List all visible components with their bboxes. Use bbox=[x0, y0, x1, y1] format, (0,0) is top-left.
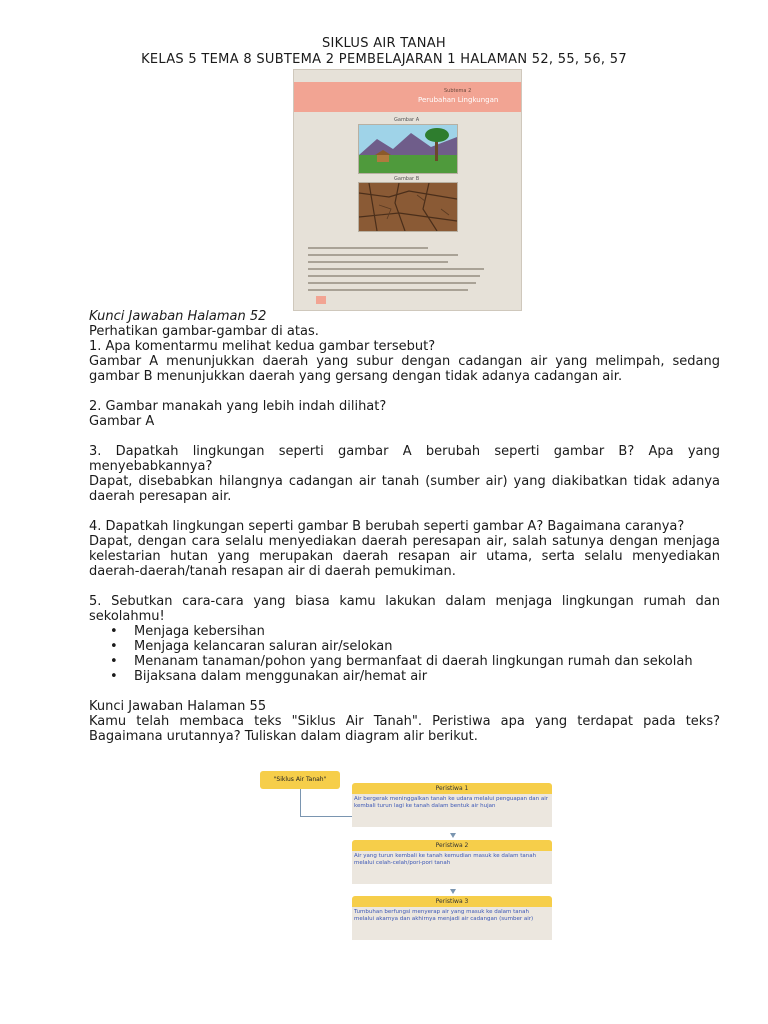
arrow-down-icon bbox=[450, 833, 456, 838]
answer-3: Dapat, disebabkan hilangnya cadangan air tanah (sumber air) yang diakibatkan tidak adanya daerah peresapan air. bbox=[89, 474, 720, 504]
list-item: • Menanam tanaman/pohon yang bermanfaat di daerah lingkungan rumah dan sekolah bbox=[134, 654, 720, 669]
section-halaman-52 bbox=[89, 309, 720, 744]
title-line-1: SIKLUS AIR TANAH bbox=[321, 36, 446, 51]
intro-text: Perhatikan gambar-gambar di atas. bbox=[89, 324, 319, 339]
flow-diagram bbox=[256, 763, 556, 948]
question-4: 4. Dapatkah lingkungan seperti gambar B berubah seperti gambar A? Bagaimana caranya? bbox=[89, 519, 685, 534]
answer-4: Dapat, dengan cara selalu menyediakan daerah peresapan air, salah satunya dengan menjaga kelestarian hutan yang merupakan daerah resapan air utama, serta selalu menyediakan daerah-daerah/tanah resapan air di daerah pemukiman. bbox=[89, 534, 720, 579]
gambar-b-picture bbox=[358, 182, 458, 232]
event-2-label: Peristiwa 2 bbox=[352, 840, 552, 851]
arrow-down-icon bbox=[450, 889, 456, 894]
subtema-title: Perubahan Lingkungan bbox=[418, 96, 499, 104]
answer-1: Gambar A menunjukkan daerah yang subur dengan cadangan air yang melimpah, sedang gambar B menunjukkan daerah yang gersang dengan tidak adanya cadangan air. bbox=[89, 354, 720, 384]
event-2-text: Air yang turun kembali ke tanah kemudian masuk ke dalam tanah melalui celah-celah/pori-pori tanah bbox=[352, 851, 552, 884]
answer-5-list bbox=[89, 624, 720, 684]
textbook-page-image bbox=[293, 69, 522, 311]
section-55-text: Kamu telah membaca teks "Siklus Air Tanah". Peristiwa apa yang terdapat pada teks? Bagaimana urutannya? Tuliskan dalam diagram alir berikut. bbox=[89, 714, 720, 744]
page-text-lines bbox=[308, 242, 508, 291]
question-2: 2. Gambar manakah yang lebih indah dilihat? bbox=[89, 399, 387, 414]
list-item: • Menjaga kebersihan bbox=[134, 624, 720, 639]
page-number-tab bbox=[316, 296, 326, 304]
answer-2: Gambar A bbox=[89, 414, 155, 429]
title-line-2: KELAS 5 TEMA 8 SUBTEMA 2 PEMBELAJARAN 1 HALAMAN 52, 55, 56, 57 bbox=[141, 52, 627, 67]
gambar-a-picture bbox=[358, 124, 458, 174]
diagram-title: "Siklus Air Tanah" bbox=[260, 771, 340, 789]
event-3-label: Peristiwa 3 bbox=[352, 896, 552, 907]
event-3-text: Tumbuhan berfungsi menyerap air yang masuk ke dalam tanah melalui akarnya dan akhirnya menjadi air cadangan (sumber air) bbox=[352, 907, 552, 940]
section-heading-55: Kunci Jawaban Halaman 55 bbox=[89, 699, 267, 714]
list-item: • Bijaksana dalam menggunakan air/hemat air bbox=[134, 669, 720, 684]
question-3: 3. Dapatkah lingkungan seperti gambar A berubah seperti gambar B? Apa yang menyebabkannya? bbox=[89, 444, 720, 474]
event-1-text: Air bergerak meninggalkan tanah ke udara melalui penguapan dan air kembali turun lagi ke tanah dalam bentuk air hujan bbox=[352, 794, 552, 827]
list-item: • Menjaga kelancaran saluran air/selokan bbox=[134, 639, 720, 654]
caption-gambar-b: Gambar B bbox=[394, 176, 420, 182]
subtema-number: Subtema 2 bbox=[444, 88, 472, 94]
caption-gambar-a: Gambar A bbox=[394, 117, 420, 123]
question-5: 5. Sebutkan cara-cara yang biasa kamu lakukan dalam menjaga lingkungan rumah dan sekolahmu! bbox=[89, 594, 720, 624]
section-heading: Kunci Jawaban Halaman 52 bbox=[89, 309, 267, 324]
event-1-label: Peristiwa 1 bbox=[352, 783, 552, 794]
question-1: 1. Apa komentarmu melihat kedua gambar tersebut? bbox=[89, 339, 436, 354]
